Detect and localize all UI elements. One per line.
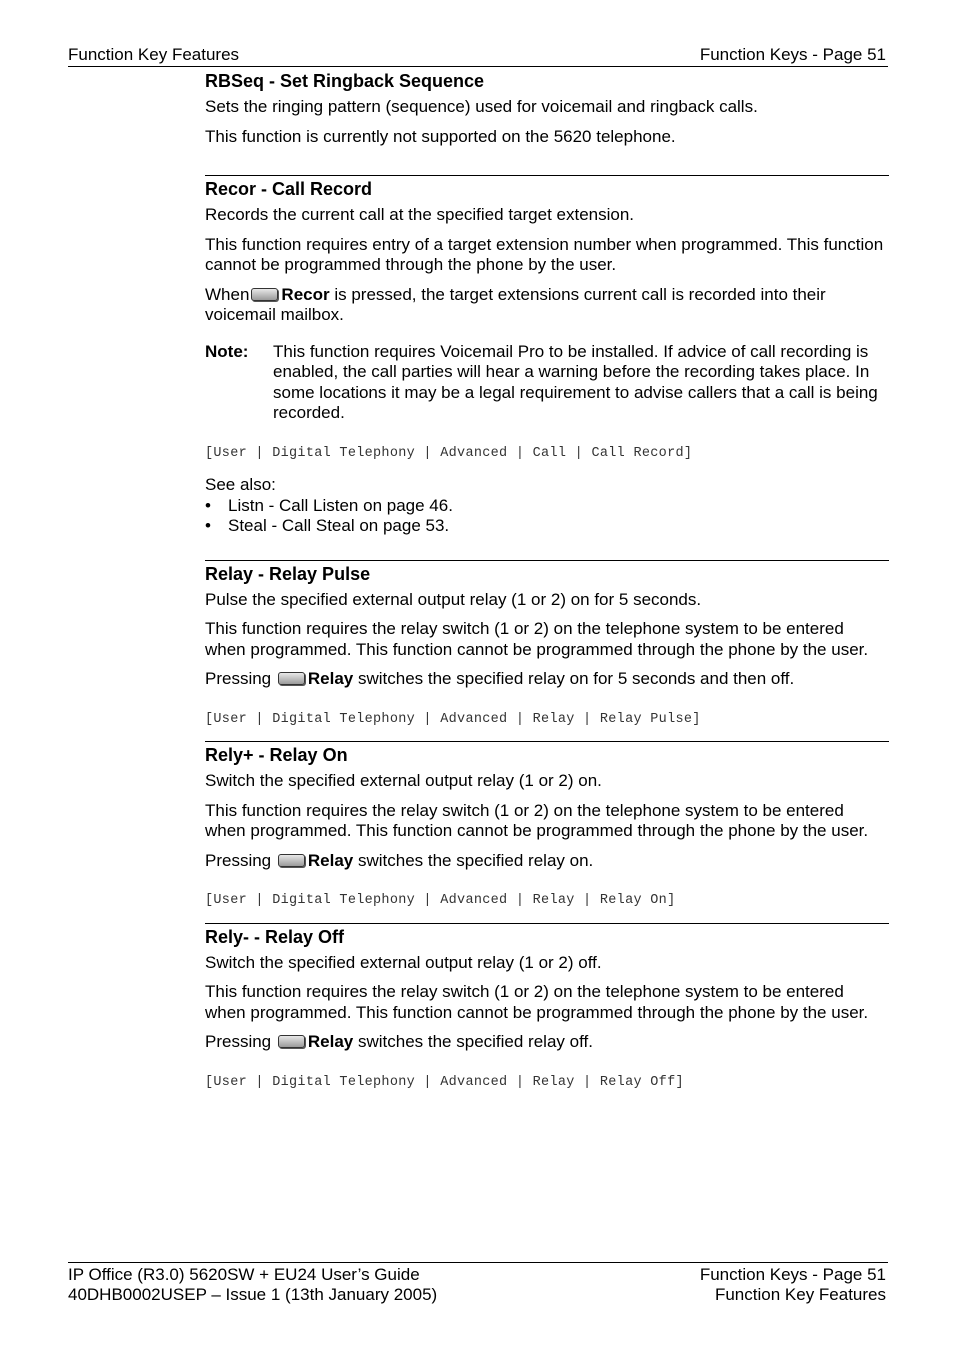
paragraph: Switch the specified external output relay (1 or 2) on.: [205, 771, 602, 790]
section-title: Recor - Call Record: [205, 179, 373, 199]
key-label: Recor: [281, 284, 330, 304]
note-text: This function requires Voicemail Pro to be installed. If advice of call recording is enabled, the call parties will hear a warning before the recording takes place. In some locations it may be a legal requirement to advise callers that a call is being recorded.: [273, 341, 878, 422]
section-rbseq: [205, 68, 889, 175]
footer-doc-issue: 40DHB0002USEP – Issue 1 (13th January 2005): [68, 1285, 438, 1304]
section-title: Rely+ - Relay On: [205, 745, 348, 765]
text-run: is pressed, the target extensions current call is recorded into their voicemail mailbox.: [205, 284, 826, 324]
text-run: Pressing: [205, 1032, 272, 1051]
note: [205, 342, 889, 424]
section-title: Rely- - Relay Off: [205, 926, 345, 947]
key-label: Relay: [307, 1032, 354, 1051]
config-path: [User | Digital Telephony | Advanced | Relay | Relay On]: [205, 893, 676, 908]
header-right: Function Keys - Page 51: [699, 45, 886, 64]
section-title: RBSeq - Set Ringback Sequence: [205, 71, 485, 91]
function-key-icon: [251, 288, 278, 301]
text-run: switches the specified relay off.: [353, 1032, 593, 1051]
paragraph: Pulse the specified external output relay (1 or 2) on for 5 seconds.: [205, 589, 702, 609]
paragraph: [205, 669, 889, 690]
text-run: When: [205, 284, 250, 304]
footer-chapter: Function Key Features: [714, 1285, 886, 1304]
section-relay-off: [205, 923, 889, 1094]
paragraph: [205, 851, 889, 872]
paragraph: This function requires the relay switch (1 or 2) on the telephone system to be entered when programmed. This function cannot be programmed through the phone by the user.: [205, 619, 869, 659]
config-path: [User | Digital Telephony | Advanced | Relay | Relay Off]: [205, 1074, 684, 1090]
paragraph: Records the current call at the specified target extension.: [205, 205, 635, 224]
paragraph: [205, 1032, 889, 1053]
see-also-list: [205, 496, 889, 537]
page-header: [68, 45, 888, 67]
note-label: Note:: [205, 341, 249, 361]
function-key-icon: [278, 854, 305, 867]
function-key-icon: [278, 1035, 305, 1048]
section-relay: [205, 560, 889, 731]
see-also-link[interactable]: • Steal - Call Steal on page 53.: [205, 516, 889, 537]
paragraph: Switch the specified external output relay (1 or 2) off.: [205, 952, 602, 972]
paragraph: Sets the ringing pattern (sequence) used for voicemail and ringback calls.: [205, 97, 758, 116]
key-label: Relay: [307, 850, 354, 870]
header-left: Function Key Features: [68, 45, 240, 64]
footer-doc-title: IP Office (R3.0) 5620SW + EU24 User’s Guide: [68, 1265, 420, 1284]
page-footer: [68, 1262, 888, 1305]
paragraph: This function requires the relay switch (1 or 2) on the telephone system to be entered when programmed. This function cannot be programmed through the phone by the user.: [205, 982, 869, 1022]
config-path: [User | Digital Telephony | Advanced | Call | Call Record]: [205, 445, 693, 461]
key-label: Relay: [307, 669, 354, 688]
text-run: Pressing: [205, 850, 272, 870]
text-run: switches the specified relay on.: [353, 850, 594, 870]
footer-page: Function Keys - Page 51: [699, 1265, 886, 1284]
text-run: Pressing: [205, 669, 272, 688]
paragraph: This function requires the relay switch (1 or 2) on the telephone system to be entered when programmed. This function cannot be programmed through the phone by the user.: [205, 800, 869, 840]
see-also-link[interactable]: • Listn - Call Listen on page 46.: [205, 496, 889, 517]
page-content: [205, 68, 889, 1104]
paragraph: [205, 285, 889, 326]
paragraph: This function is currently not supported on the 5620 telephone.: [205, 126, 676, 146]
section-title: Relay - Relay Pulse: [205, 563, 371, 584]
section-relay-on: [205, 741, 889, 912]
text-run: switches the specified relay on for 5 seconds and then off.: [353, 669, 795, 688]
see-also-label: See also:: [205, 475, 276, 494]
paragraph: This function requires entry of a target extension number when programmed. This function cannot be programmed through the phone by the user.: [205, 234, 884, 274]
function-key-icon: [278, 672, 305, 685]
config-path: [User | Digital Telephony | Advanced | Relay | Relay Pulse]: [205, 711, 701, 727]
section-recor: [205, 175, 889, 560]
